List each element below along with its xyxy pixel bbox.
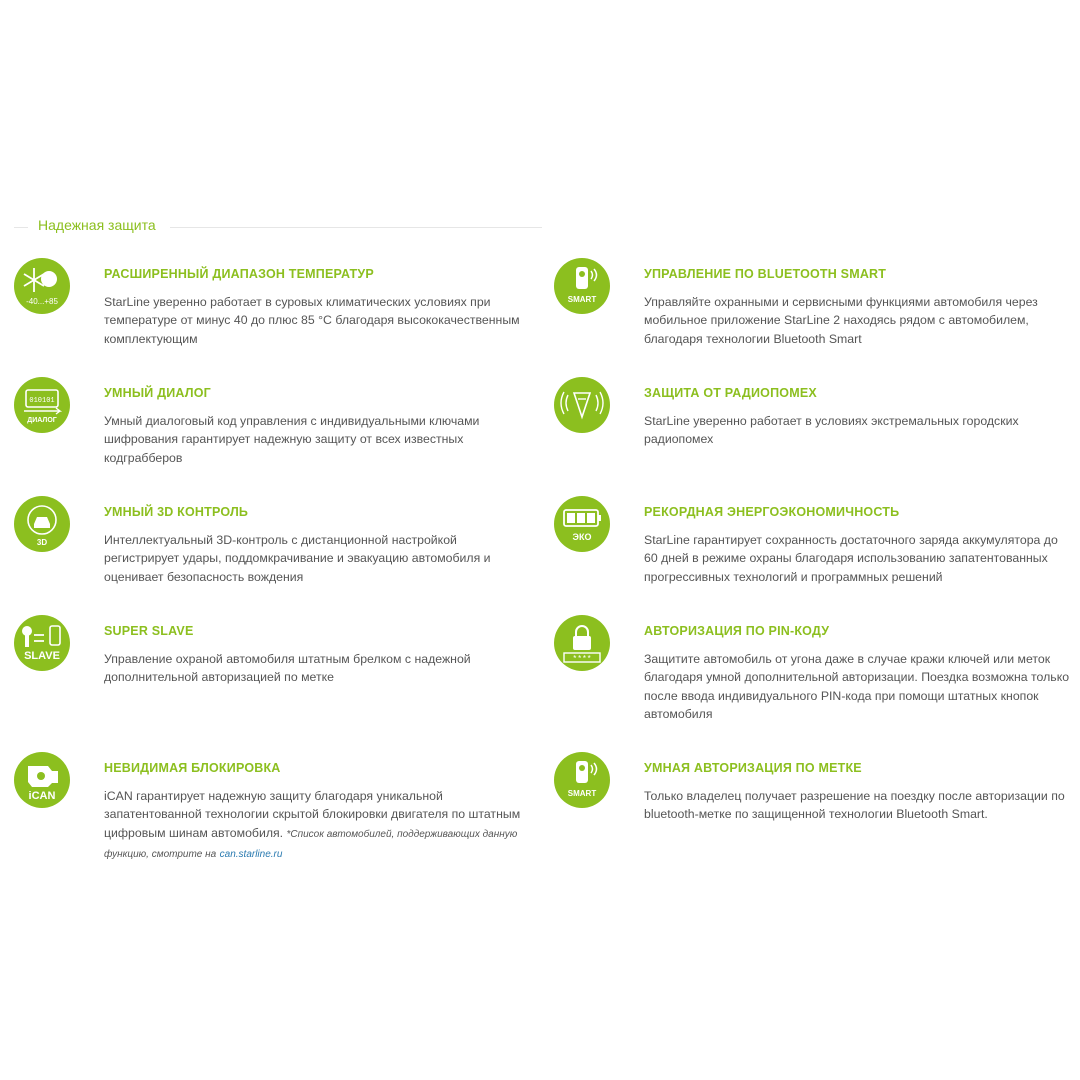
feature-dialog [27,385,534,467]
slave-key-icon [14,615,70,671]
can-starline-link[interactable]: can.starline.ru [219,848,283,860]
battery-eco-icon [554,496,610,552]
svg-text:-40...+85: -40...+85 [26,297,58,306]
bluetooth-smart-icon [554,258,610,314]
car-3d-icon [14,496,70,552]
section-header [14,214,542,240]
feature-radio-interference [644,385,1074,449]
svg-text:SMART: SMART [567,295,597,304]
svg-text:****: **** [572,655,592,664]
feature-smart-tag-auth [567,760,1074,824]
svg-text:3D: 3D [36,538,48,547]
feature-title: ЗАЩИТА ОТ РАДИОПОМЕХ [644,386,817,400]
feature-title: УМНЫЙ 3D КОНТРОЛЬ [104,505,249,519]
bluetooth-smart-icon [554,752,610,808]
feature-description: Только владелец получает разрешение на поездку после авторизации по bluetooth-метке по защищенной технологии Bluetooth Smart. [644,789,1065,822]
svg-text:SMART: SMART [567,789,597,798]
feature-title: УМНАЯ АВТОРИЗАЦИЯ ПО МЕТКЕ [644,761,862,775]
feature-description: Защитите автомобиль от угона даже в случае кражи ключей или меток благодаря умной дополнительной авторизации. Поездка возможна только после ввода индивидуального PIN-кода при помощи штатных кнопок автомобиля [644,652,1070,721]
feature-description: Управляйте охранными и сервисными функциями автомобиля через мобильное приложение StarLine 2 находясь рядом с автомобилем, благодаря технологии Bluetooth Smart [644,295,1038,346]
feature-pin-code [572,623,1074,723]
feature-title: РАСШИРЕННЫЙ ДИАПАЗОН ТЕМПЕРАТУР [104,267,374,281]
feature-description-text: iCAN гарантирует надежную защиту благодаря уникальной запатентованной технологии скрытой блокировки двигателя по штатным цифровым шинам автомобиля. [104,789,521,840]
header-divider-right [170,227,542,228]
feature-energy-saving [572,504,1074,586]
footnote-text: *Список автомобилей, поддерживающих данную функцию, смотрите на [104,828,518,860]
svg-text:ДИАЛОГ: ДИАЛОГ [27,417,57,424]
feature-title: РЕКОРДНАЯ ЭНЕРГОЭКОНОМИЧНОСТЬ [644,505,900,519]
feature-title: АВТОРИЗАЦИЯ ПО PIN-КОДУ [644,624,830,638]
feature-title: УПРАВЛЕНИЕ ПО BLUETOOTH SMART [644,267,887,281]
antenna-icon [554,377,610,433]
feature-description: StarLine гарантирует сохранность достаточного заряда аккумулятора до 60 дней в режиме охраны благодаря использованию запатентованных прогрессивных технологий и программных решений [644,533,1058,584]
header-divider-left [14,227,28,228]
feature-description: Управление охраной автомобиля штатным брелком с надежной дополнительной авторизацией по метке [104,652,471,685]
section-title: Надежная защита [38,217,156,233]
dialog-icon [14,377,70,433]
feature-title: УМНЫЙ ДИАЛОГ [104,386,211,400]
feature-temperature [26,266,534,348]
lock-pin-icon [554,615,610,671]
feature-3d-control [36,504,534,586]
ican-engine-icon [14,752,70,808]
svg-text:ЭКО: ЭКО [572,532,592,542]
feature-title: НЕВИДИМАЯ БЛОКИРОВКА [104,761,281,775]
feature-description: StarLine уверенно работает в условиях экстремальных городских радиопомех [644,414,1019,447]
feature-title: SUPER SLAVE [104,624,194,638]
feature-description: Умный диалоговый код управления с индивидуальными ключами шифрования гарантирует надежную защиту от всех известных кодграбберов [104,414,480,465]
feature-description: StarLine уверенно работает в суровых климатических условиях при температуре от минус 40 до плюс 85 °С благодаря высококачественным комплектующим [104,295,520,346]
feature-description: Интеллектуальный 3D-контроль с дистанционной настройкой регистрирует удары, поддомкрачивание и эвакуацию автомобиля и оценивает безопасность вождения [104,533,491,584]
svg-text:010101: 010101 [29,397,55,405]
temperature-icon [14,258,70,314]
feature-bluetooth-smart [567,266,1074,348]
svg-text:iCAN: iCAN [28,790,56,802]
svg-text:SLAVE: SLAVE [24,650,60,662]
feature-super-slave [24,623,534,687]
feature-invisible-lock [28,760,534,864]
feature-description [104,787,534,864]
